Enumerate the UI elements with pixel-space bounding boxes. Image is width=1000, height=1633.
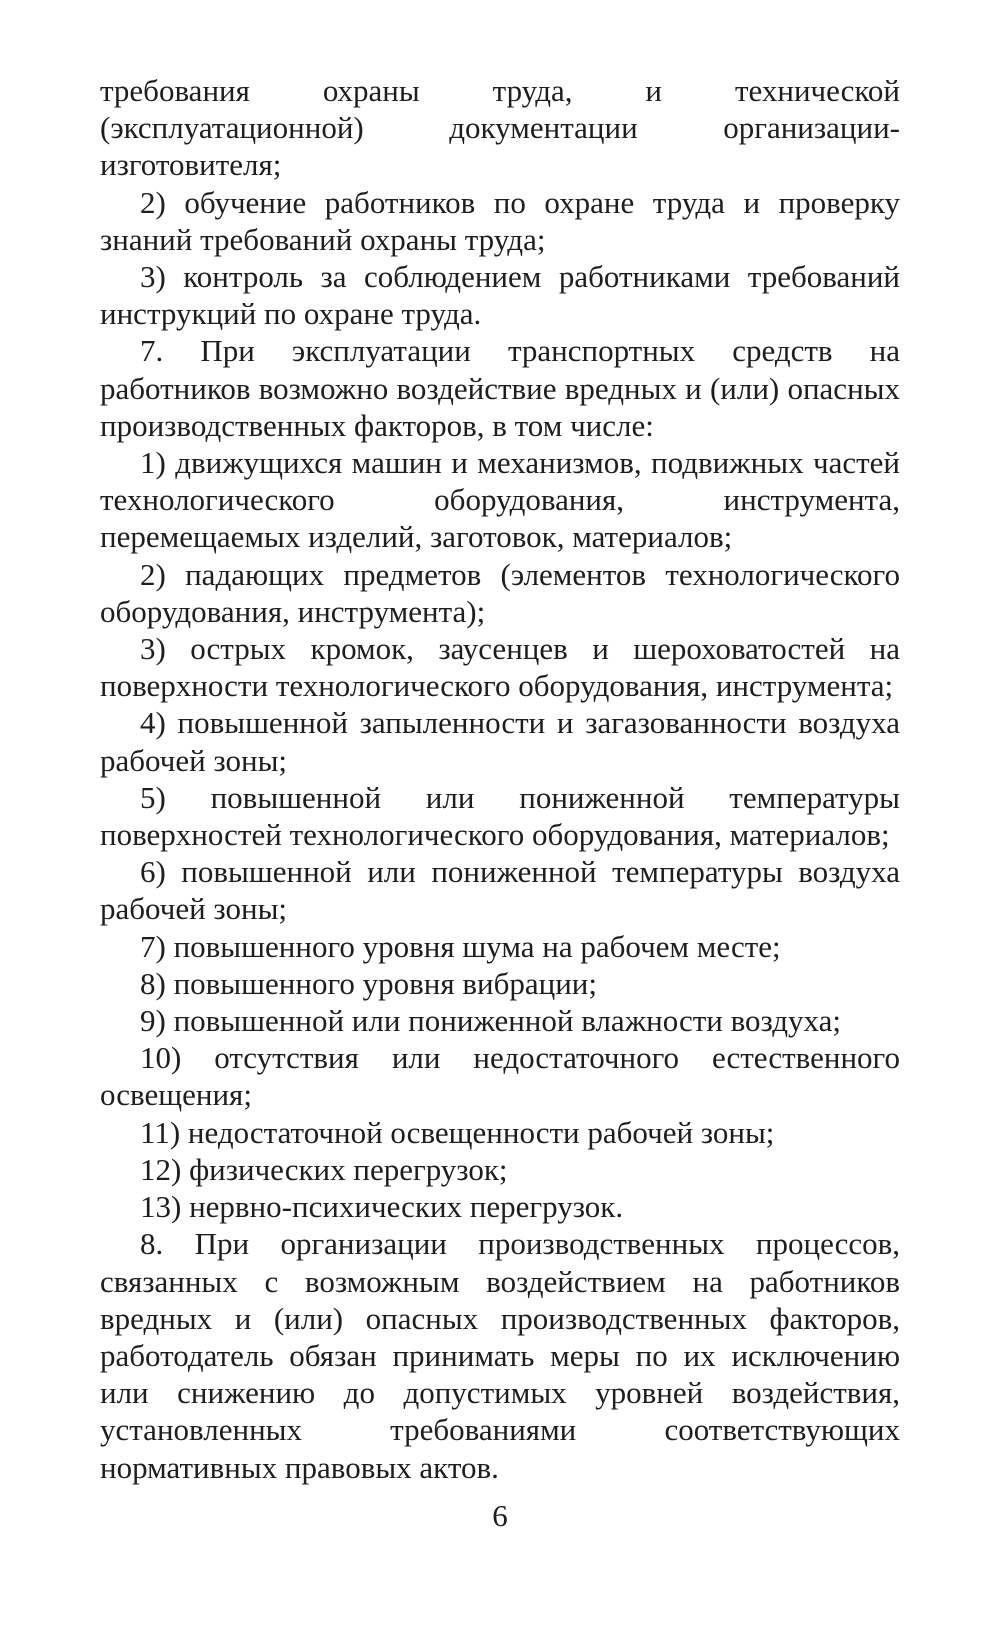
page-body — [100, 72, 900, 1486]
paragraph-continuation: требования охраны труда, и технической (эксплуатационной) документации организации-изготовителя; — [100, 73, 900, 183]
factor-item-11: 11) недостаточной освещенности рабочей зоны; — [140, 1114, 775, 1150]
factor-item-6: 6) повышенной или пониженной температуры воздуха рабочей зоны; — [100, 854, 900, 927]
factor-item-2: 2) падающих предметов (элементов технологического оборудования, инструмента); — [100, 556, 900, 629]
paragraph-7: 7. При эксплуатации транспортных средств на работников возможно воздействие вредных и (или) опасных производственных факторов, в том числе: — [100, 333, 900, 443]
paragraph-8: 8. При организации производственных процессов, связанных с возможным воздействием на работников вредных и (или) опасных производственных факторов, работодатель обязан принимать меры по их исключению или снижению до допустимых уровней воздействия, установленных требованиями соответствующих нормативных правовых актов. — [100, 1226, 900, 1485]
factor-item-8: 8) повышенного уровня вибрации; — [140, 965, 598, 1001]
list-item-control: 3) контроль за соблюдением работниками требований инструкций по охране труда. — [100, 259, 900, 332]
list-item-training: 2) обучение работников по охране труда и проверку знаний требований охраны труда; — [100, 184, 900, 257]
factor-item-10: 10) отсутствия или недостаточного естественного освещения; — [100, 1040, 900, 1113]
factor-item-7: 7) повышенного уровня шума на рабочем месте; — [140, 928, 781, 964]
page-number: 6 — [492, 1498, 508, 1533]
factor-item-1: 1) движущихся машин и механизмов, подвижных частей технологического оборудования, инструмента, перемещаемых изделий, заготовок, материалов; — [100, 445, 900, 555]
factor-item-4: 4) повышенной запыленности и загазованности воздуха рабочей зоны; — [100, 705, 900, 778]
factor-item-9: 9) повышенной или пониженной влажности воздуха; — [140, 1003, 841, 1039]
factor-item-13: 13) нервно-психических перегрузок. — [140, 1189, 624, 1225]
factor-item-12: 12) физических перегрузок; — [140, 1151, 508, 1187]
factor-item-5: 5) повышенной или пониженной температуры поверхностей технологического оборудования, материалов; — [100, 779, 900, 853]
factor-item-3: 3) острых кромок, заусенцев и шероховатостей на поверхности технологического оборудования, инструмента; — [100, 631, 900, 704]
